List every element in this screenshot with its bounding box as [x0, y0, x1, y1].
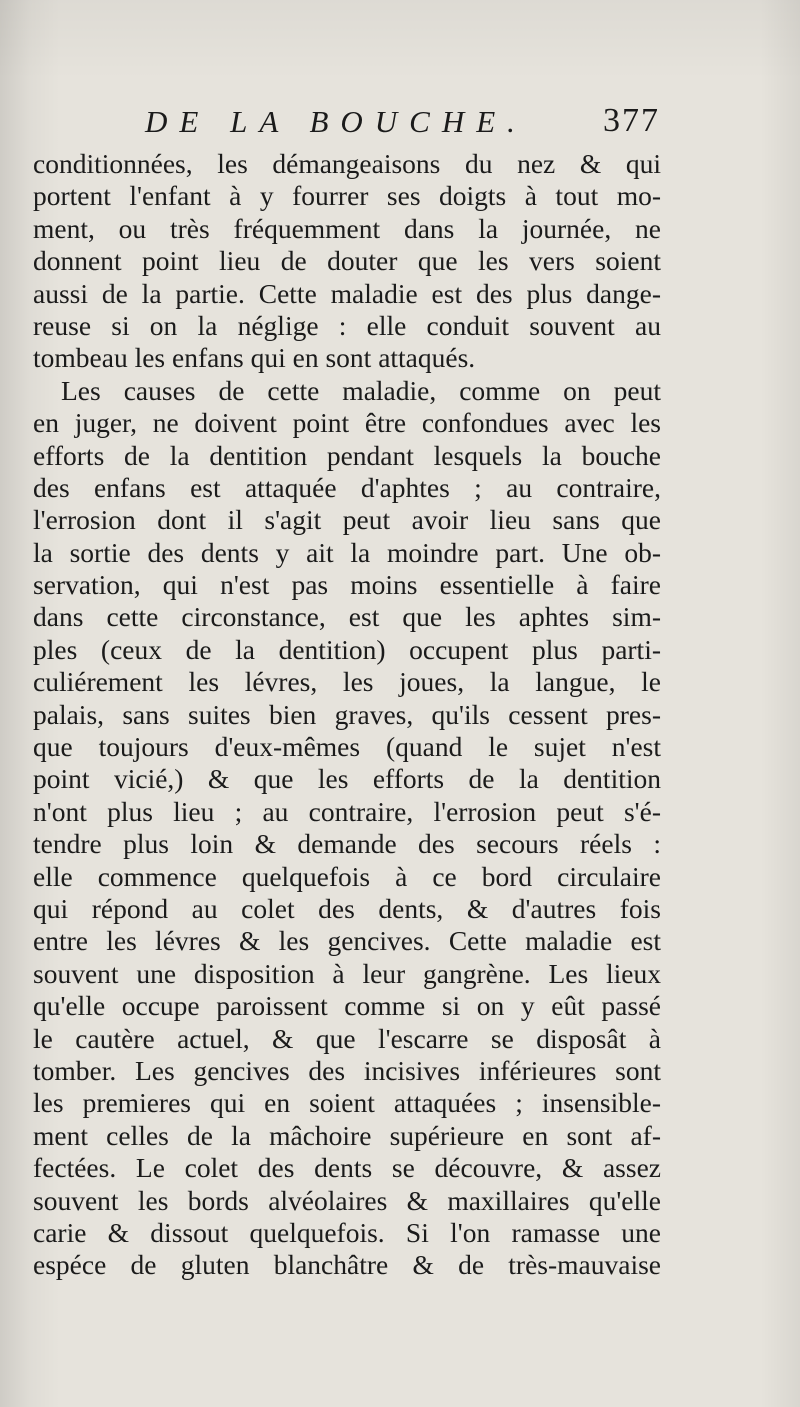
- text-line: qu'elle occupe paroissent comme si on y eût passé: [33, 990, 661, 1022]
- text-line: souvent les bords alvéolaires & maxillaires qu'elle: [33, 1184, 661, 1216]
- text-line: qui répond au colet des dents, & d'autres fois: [33, 892, 661, 924]
- text-line: point vicié,) & que les efforts de la dentition: [33, 763, 661, 795]
- text-line: ment, ou très fréquemment dans la journée, ne: [33, 212, 661, 244]
- text-line: les premieres qui en soient attaquées ; insensible-: [33, 1087, 661, 1119]
- text-line: espéce de gluten blanchâtre & de très-mauvaise: [33, 1249, 661, 1281]
- text-line: entre les lévres & les gencives. Cette maladie est: [33, 925, 661, 957]
- text-line: palais, sans suites bien graves, qu'ils cessent pres-: [33, 698, 661, 730]
- text-line: en juger, ne doivent point être confondues avec les: [33, 407, 661, 439]
- running-title: DE LA BOUCHE.: [145, 104, 527, 139]
- text-line: tombeau les enfans qui en sont attaqués.: [33, 342, 476, 374]
- text-line: le cautère actuel, & que l'escarre se disposât à: [33, 1022, 661, 1054]
- text-line: la sortie des dents y ait la moindre part. Une ob-: [33, 536, 661, 568]
- text-line: efforts de la dentition pendant lesquels la bouche: [33, 439, 661, 471]
- page-number: 377: [603, 102, 660, 139]
- text-line: elle commence quelquefois à ce bord circulaire: [33, 860, 661, 892]
- text-line: n'ont plus lieu ; au contraire, l'errosion peut s'é-: [33, 795, 661, 827]
- text-line: souvent une disposition à leur gangrène. Les lieux: [33, 957, 661, 989]
- text-line: reuse si on la néglige : elle conduit souvent au: [33, 309, 661, 341]
- text-line: tendre plus loin & demande des secours réels :: [33, 828, 661, 860]
- text-line: portent l'enfant à y fourrer ses doigts à tout mo-: [33, 180, 661, 212]
- text-line: servation, qui n'est pas moins essentielle à faire: [33, 569, 661, 601]
- text-line: conditionnées, les démangeaisons du nez & qui: [33, 148, 661, 179]
- text-line: carie & dissout quelquefois. Si l'on ramasse une: [33, 1216, 661, 1248]
- text-line: aussi de la partie. Cette maladie est des plus dange-: [33, 277, 661, 309]
- text-line: tomber. Les gencives des incisives inférieures sont: [33, 1054, 661, 1086]
- text-line: donnent point lieu de douter que les vers soient: [33, 245, 661, 277]
- text-line: ment celles de la mâchoire supérieure en sont af-: [33, 1119, 661, 1151]
- text-line: des enfans est attaquée d'aphtes ; au contraire,: [33, 471, 661, 503]
- text-line: l'errosion dont il s'agit peut avoir lieu sans que: [33, 504, 661, 536]
- body-text: [33, 148, 661, 1282]
- text-line: dans cette circonstance, est que les aphtes sim-: [33, 601, 661, 633]
- text-line: que toujours d'eux-mêmes (quand le sujet n'est: [33, 731, 661, 763]
- text-line: Les causes de cette maladie, comme on peut: [61, 374, 661, 406]
- running-head: [145, 100, 670, 144]
- text-line: fectées. Le colet des dents se découvre, & assez: [33, 1152, 661, 1184]
- text-line: culiérement les lévres, les joues, la langue, le: [33, 666, 661, 698]
- text-line: ples (ceux de la dentition) occupent plus parti-: [33, 633, 661, 665]
